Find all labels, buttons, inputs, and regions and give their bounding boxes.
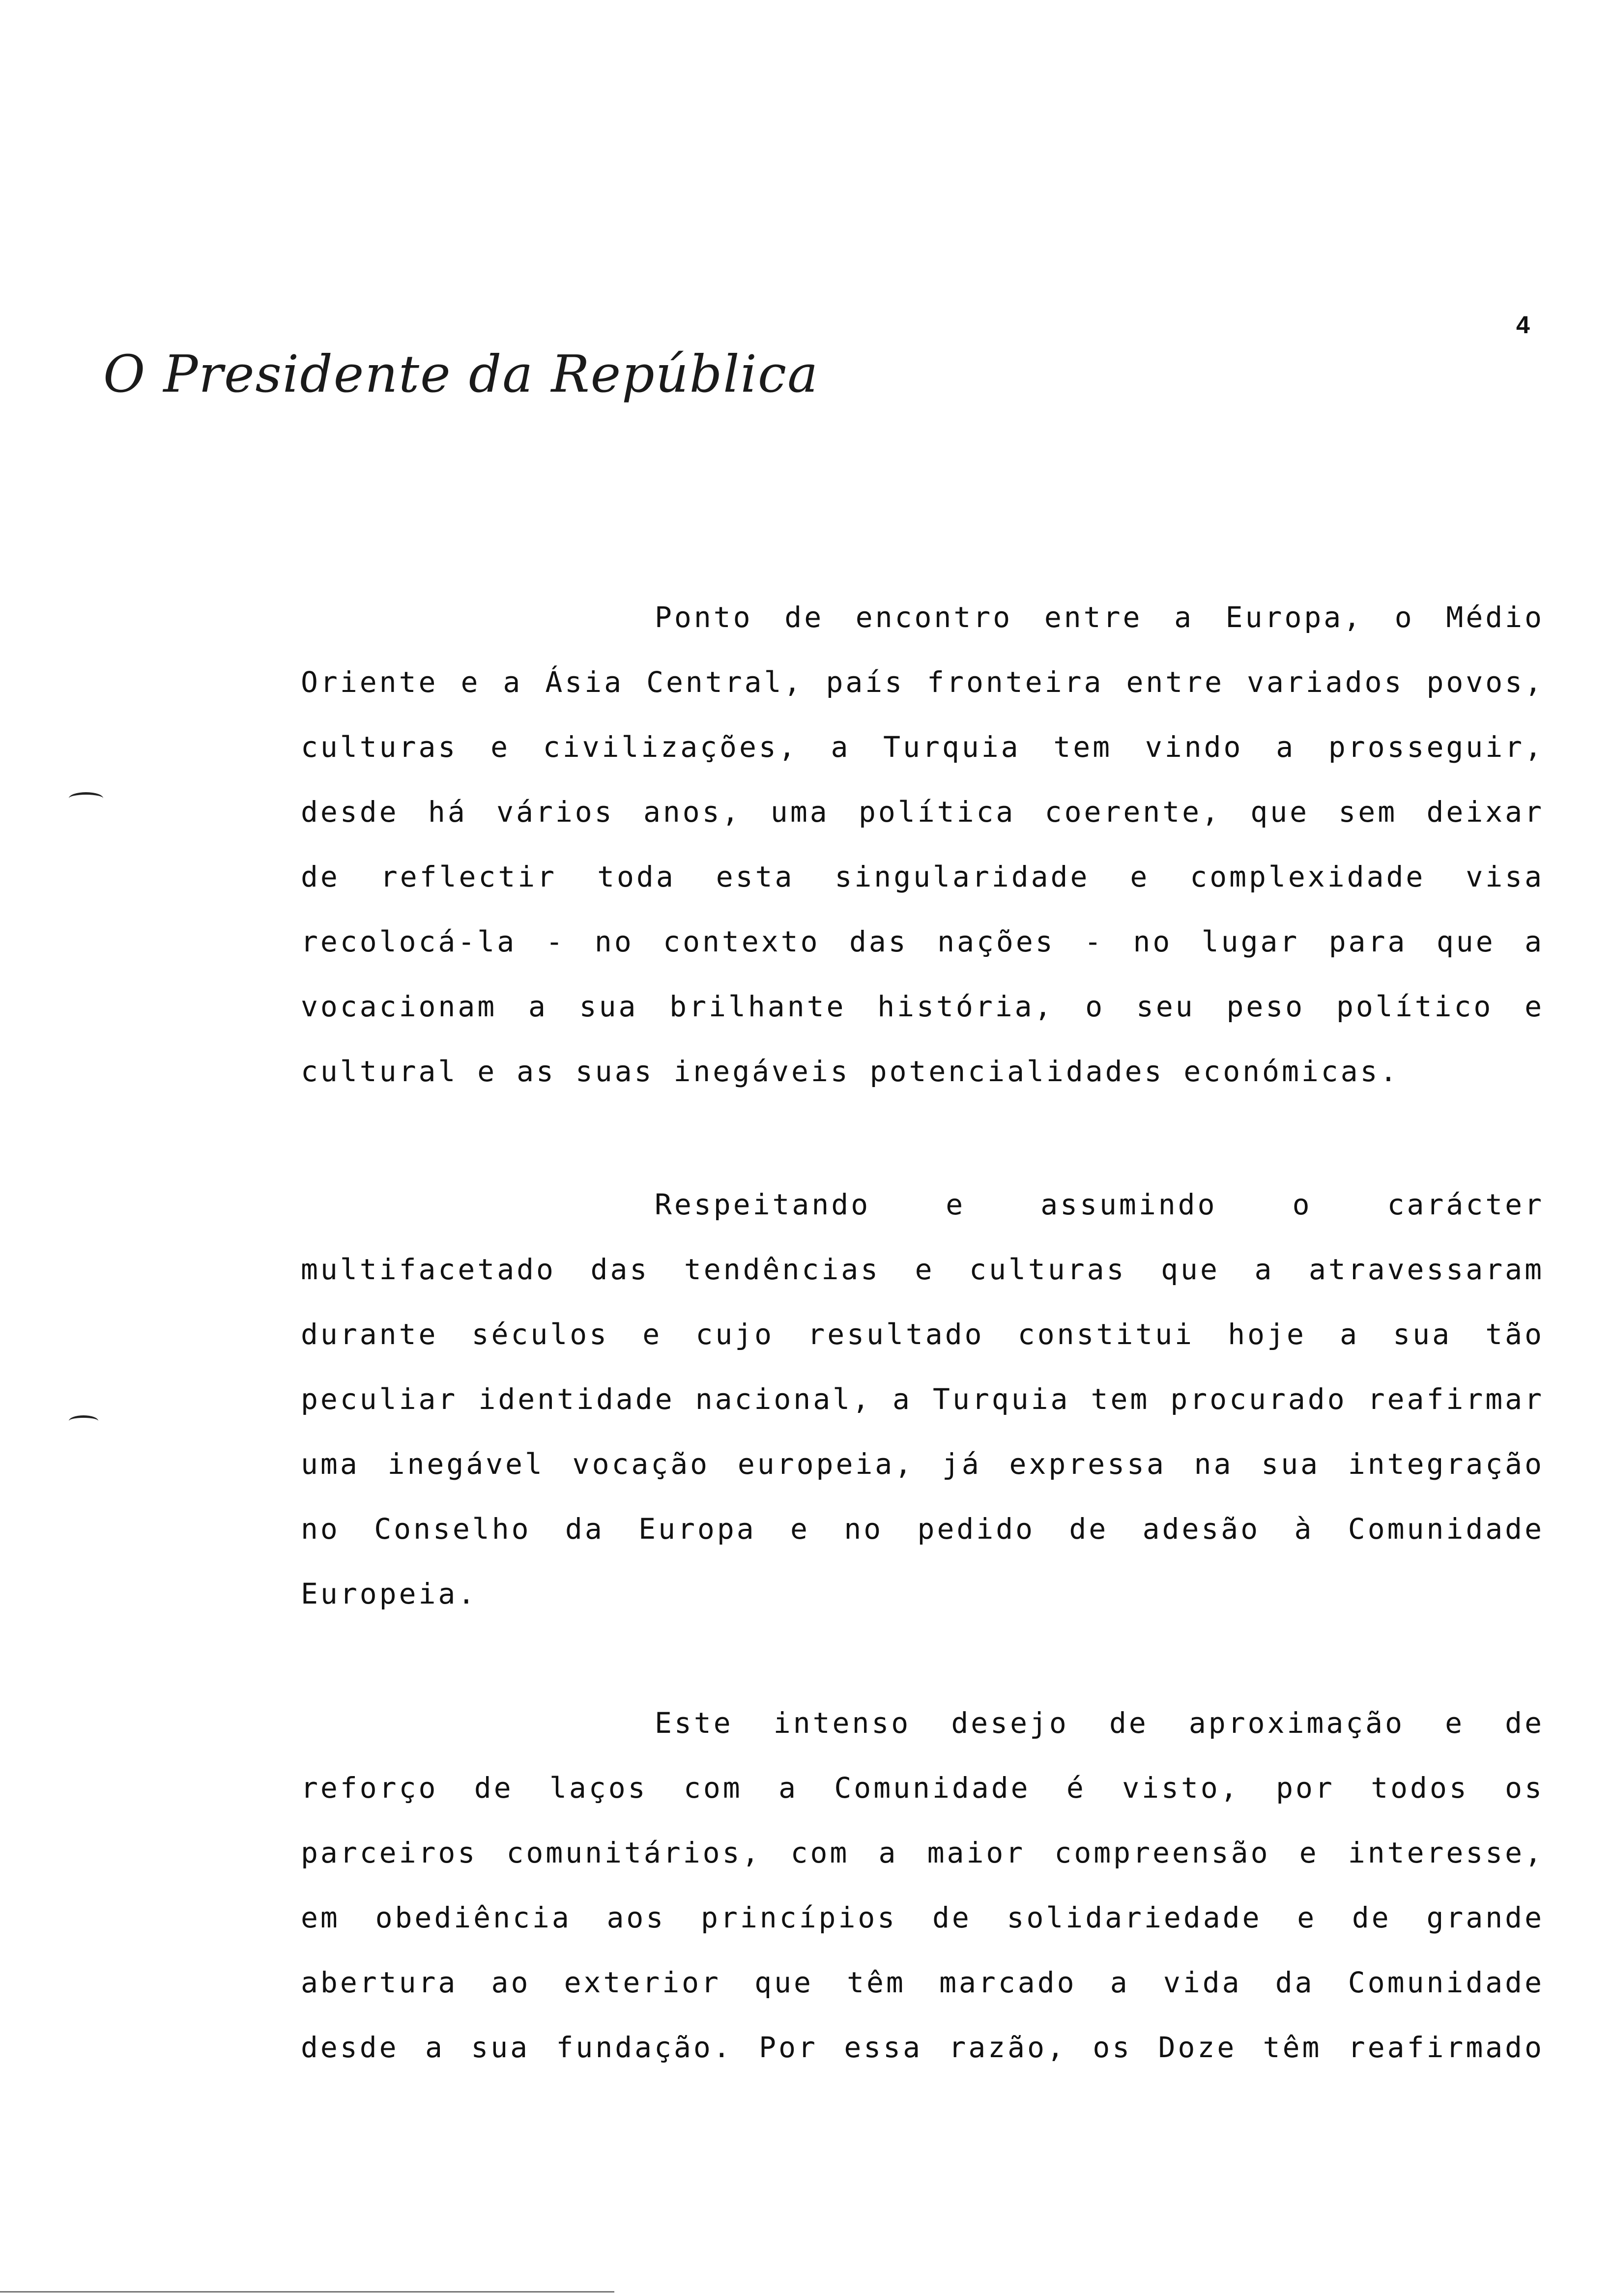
- text-line: recolocá-la - no contexto das nações - no lugar para que a: [301, 925, 1544, 958]
- text-line: Ponto de encontro entre a Europa, o Médio: [655, 601, 1544, 634]
- text-line: uma inegável vocação europeia, já expressa na sua integração: [301, 1447, 1544, 1481]
- text-line: reforço de laços com a Comunidade é visto, por todos os: [301, 1771, 1544, 1805]
- text-line: peculiar identidade nacional, a Turquia tem procurado reafirmar: [301, 1382, 1544, 1416]
- text-line: Este intenso desejo de aproximação e de: [655, 1706, 1544, 1740]
- margin-mark: [69, 792, 103, 804]
- text-line: culturas e civilizações, a Turquia tem vindo a prosseguir,: [301, 730, 1544, 764]
- letterhead: O Presidente da República: [103, 344, 819, 404]
- text-line: multifacetado das tendências e culturas que a atravessaram: [301, 1253, 1544, 1286]
- text-line: abertura ao exterior que têm marcado a vida da Comunidade: [301, 1966, 1544, 1999]
- text-line: desde a sua fundação. Por essa razão, os Doze têm reafirmado: [301, 2031, 1544, 2064]
- paragraph: [301, 1691, 1544, 2080]
- paragraph: [301, 1172, 1544, 1626]
- text-line: de reflectir toda esta singularidade e complexidade visa: [301, 860, 1544, 893]
- text-line: parceiros comunitários, com a maior compreensão e interesse,: [301, 1836, 1544, 1869]
- text-line: Oriente e a Ásia Central, país fronteira entre variados povos,: [301, 665, 1544, 699]
- text-line: cultural e as suas inegáveis potencialidades económicas.: [301, 1055, 1400, 1088]
- page-number: 4: [1516, 311, 1530, 339]
- bottom-rule: [0, 2291, 614, 2293]
- margin-mark: [69, 1415, 98, 1427]
- text-line: em obediência aos princípios de solidariedade e de grande: [301, 1901, 1544, 1934]
- text-line: desde há vários anos, uma política coerente, que sem deixar: [301, 795, 1544, 829]
- text-line: vocacionam a sua brilhante história, o seu peso político e: [301, 990, 1544, 1023]
- text-line: Europeia.: [301, 1577, 478, 1610]
- text-line: no Conselho da Europa e no pedido de adesão à Comunidade: [301, 1512, 1544, 1546]
- paragraph: [301, 585, 1544, 1104]
- text-line: durante séculos e cujo resultado constitui hoje a sua tão: [301, 1318, 1544, 1351]
- text-line: Respeitando e assumindo o carácter: [655, 1188, 1544, 1221]
